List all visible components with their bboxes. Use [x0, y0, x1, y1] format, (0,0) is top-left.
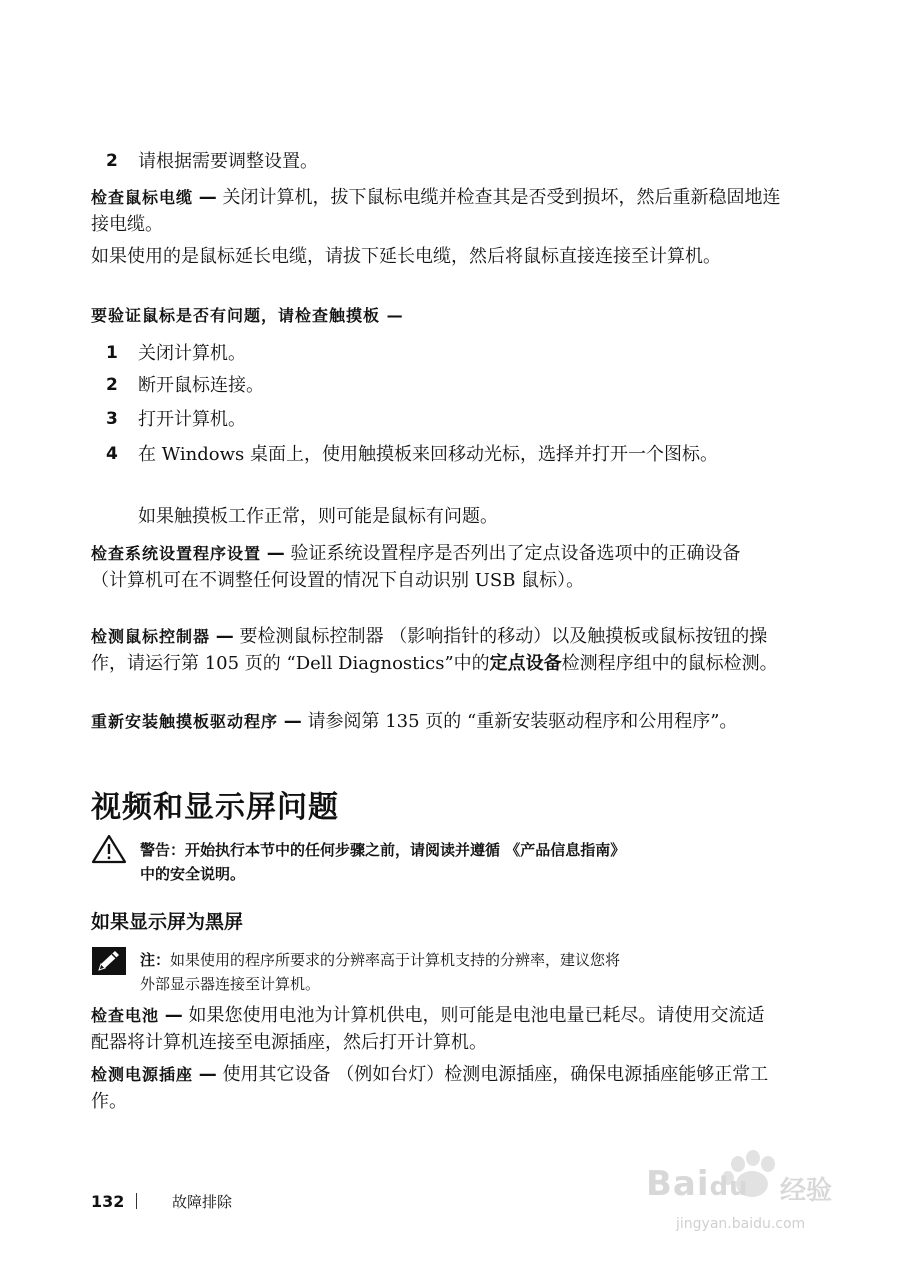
- note-label: 注：: [140, 951, 171, 969]
- pointing-device-term: 定点设备: [489, 653, 562, 674]
- step-text: 断开鼠标连接。: [138, 375, 264, 396]
- em-dash: —: [283, 711, 302, 732]
- reinstall-driver-paragraph: [91, 708, 781, 735]
- step-text: 在 Windows 桌面上，使用触摸板来回移动光标，选择并打开一个图标。: [138, 444, 718, 465]
- test-controller-lead: 检测鼠标控制器: [91, 627, 211, 646]
- em-dash: —: [198, 1064, 217, 1085]
- watermark-bai: Bai: [646, 1164, 710, 1204]
- test-outlet-text: 使用其它设备 （例如台灯）检测电源插座，确保电源插座能够正常工作。: [91, 1064, 769, 1112]
- warning-triangle-icon: [91, 834, 127, 864]
- test-controller-text: 要检测鼠标控制器 （影响指针的移动）以及触摸板或鼠标按钮的操作，请运行第 105 页的 “Dell Diagnostics”中的: [91, 626, 768, 674]
- check-battery-text: 如果您使用电池为计算机供电，则可能是电池电量已耗尽。请使用交流适配器将计算机连接至电源插座，然后打开计算机。: [91, 1005, 765, 1053]
- footer-section-title: 故障排除: [172, 1193, 233, 1211]
- extension-cable-paragraph: 如果使用的是鼠标延长电缆，请拔下延长电缆，然后将鼠标直接连接至计算机。: [91, 246, 721, 267]
- test-outlet-paragraph: [91, 1061, 781, 1115]
- step-number: 3: [106, 409, 118, 429]
- touchpad-result: 如果触摸板工作正常，则可能是鼠标有问题。: [138, 506, 498, 527]
- check-battery-paragraph: [91, 1002, 781, 1056]
- check-setup-text: 验证系统设置程序是否列出了定点设备选项中的正确设备 （计算机可在不调整任何设置的情况下自动识别 USB 鼠标）。: [91, 543, 741, 591]
- warning-line-1: 警告：开始执行本节中的任何步骤之前，请阅读并遵循 《产品信息指南》: [140, 841, 626, 859]
- test-controller-text-end: 检测程序组中的鼠标检测。: [561, 653, 778, 674]
- warning-line-2: 中的安全说明。: [140, 865, 246, 883]
- check-battery-lead: 检查电池: [91, 1006, 160, 1025]
- em-dash: —: [198, 187, 217, 208]
- step-text: 关闭计算机。: [138, 343, 246, 364]
- check-mouse-cable-lead: 检查鼠标电缆: [91, 188, 194, 207]
- check-setup-paragraph: [91, 540, 781, 594]
- watermark-brand: [646, 1164, 749, 1204]
- pencil-note-icon: [91, 946, 127, 976]
- step-number: 2: [106, 375, 118, 395]
- section-title: 视频和显示屏问题: [91, 790, 339, 825]
- check-mouse-cable-text: 关闭计算机，拔下鼠标电缆并检查其是否受到损坏，然后重新稳固地连接电缆。: [91, 187, 781, 235]
- step-text: 请根据需要调整设置。: [138, 151, 318, 172]
- em-dash: —: [266, 543, 285, 564]
- step-number: 1: [106, 343, 118, 363]
- step-number: 4: [106, 444, 118, 464]
- step-number: 2: [106, 151, 118, 171]
- footer-divider: [136, 1193, 137, 1209]
- em-dash: —: [164, 1005, 183, 1026]
- page-number: 132: [91, 1192, 125, 1211]
- subsection-title: 如果显示屏为黑屏: [91, 911, 244, 933]
- step-text: 打开计算机。: [138, 409, 246, 430]
- note-text: 如果使用的程序所要求的分辨率高于计算机支持的分辨率，建议您将: [170, 951, 621, 969]
- check-mouse-cable-paragraph: [91, 184, 781, 238]
- reinstall-driver-lead: 重新安装触摸板驱动程序: [91, 712, 279, 731]
- test-outlet-lead: 检测电源插座: [91, 1065, 194, 1084]
- touchpad-heading: 要验证鼠标是否有问题，请检查触摸板 —: [91, 306, 404, 325]
- check-setup-lead: 检查系统设置程序设置: [91, 544, 262, 563]
- watermark-suffix: 经验: [780, 1176, 833, 1206]
- watermark-url: jingyan.baidu.com: [676, 1216, 806, 1232]
- note-line-2: 外部显示器连接至计算机。: [140, 975, 321, 993]
- note-line-1: [140, 948, 780, 972]
- reinstall-driver-text: 请参阅第 135 页的 “重新安装驱动程序和公用程序”。: [307, 711, 738, 732]
- test-controller-paragraph: [91, 623, 781, 677]
- em-dash: —: [215, 626, 234, 647]
- watermark-du: du: [709, 1172, 749, 1202]
